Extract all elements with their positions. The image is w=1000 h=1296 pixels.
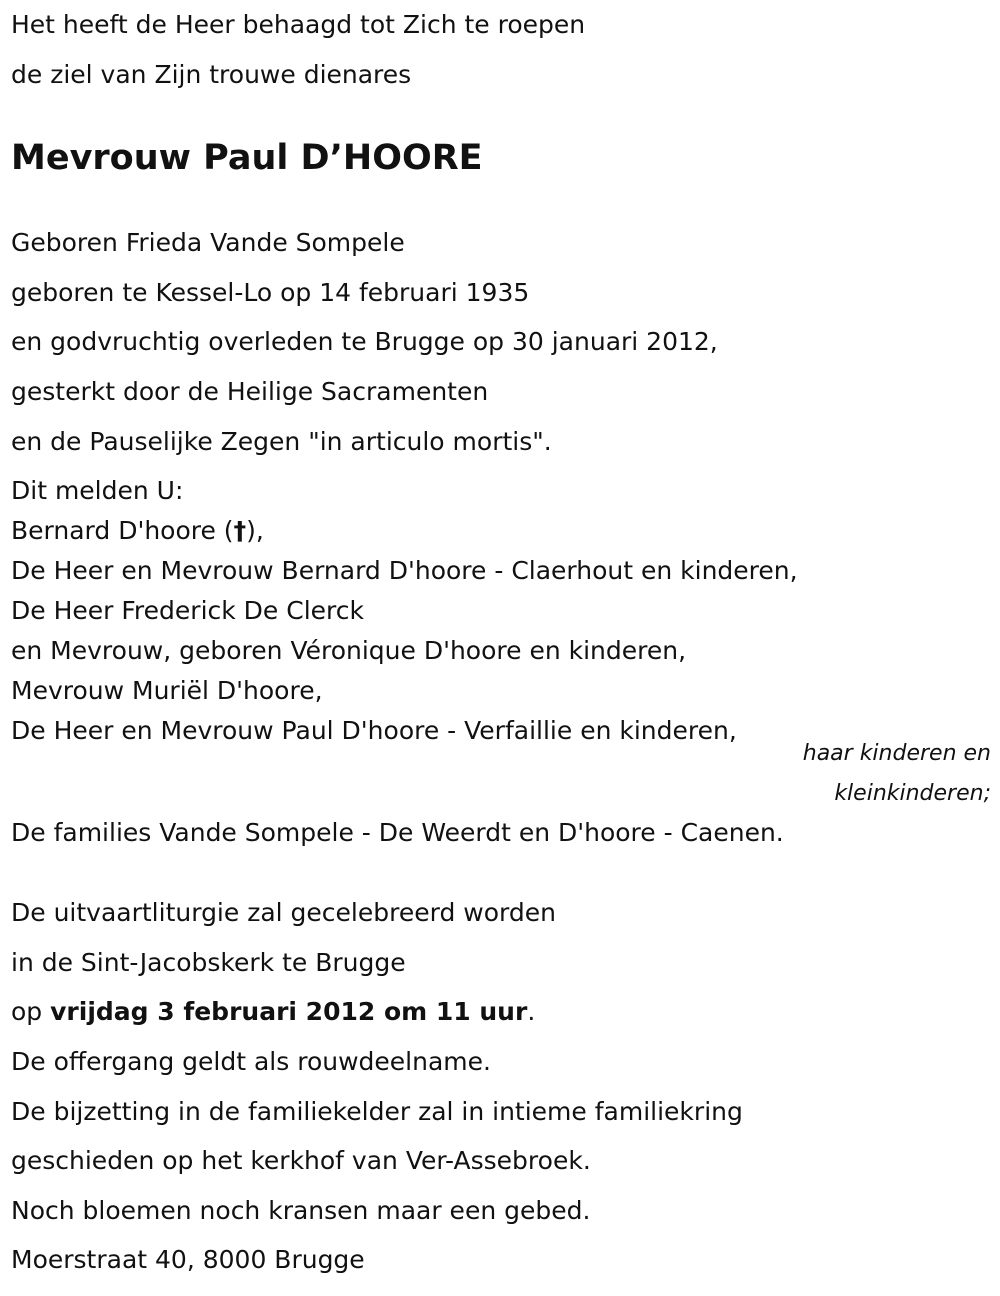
- funeral-line-2: in de Sint-Jacobskerk te Brugge: [11, 948, 406, 977]
- intro-line-2: de ziel van Zijn trouwe dienares: [11, 60, 412, 89]
- family-line-1: De Heer en Mevrouw Bernard D'hoore - Claerhout en kinderen,: [11, 556, 798, 585]
- funeral-after-1: De offergang geldt als rouwdeelname.: [11, 1047, 491, 1076]
- funeral-date-line: [11, 997, 535, 1027]
- cross-icon: †: [233, 516, 247, 545]
- deceased-name: Mevrouw Paul D’HOORE: [11, 138, 483, 178]
- address-line: Moerstraat 40, 8000 Brugge: [11, 1245, 365, 1274]
- side-note-line-2: kleinkinderen;: [834, 781, 991, 806]
- bio-line-birth-name: Geboren Frieda Vande Sompele: [11, 228, 405, 257]
- funeral-line-1: De uitvaartliturgie zal gecelebreerd worden: [11, 898, 556, 927]
- bio-line-blessing: en de Pauselijke Zegen "in articulo mortis".: [11, 427, 552, 456]
- funeral-after-3: geschieden op het kerkhof van Ver-Assebroek.: [11, 1146, 591, 1175]
- funeral-after-4: Noch bloemen noch kransen maar een gebed.: [11, 1196, 591, 1225]
- bernard-prefix: Bernard D'hoore (: [11, 516, 234, 545]
- funeral-after-2: De bijzetting in de familiekelder zal in intieme familiekring: [11, 1097, 743, 1126]
- announce-bernard: [11, 516, 264, 546]
- bio-line-sacraments: gesterkt door de Heilige Sacramenten: [11, 377, 489, 406]
- family-line-3: en Mevrouw, geboren Véronique D'hoore en kinderen,: [11, 636, 687, 665]
- families-line: De families Vande Sompele - De Weerdt en D'hoore - Caenen.: [11, 818, 784, 847]
- funeral-date: vrijdag 3 februari 2012 om 11 uur: [50, 997, 528, 1026]
- bernard-suffix: ),: [246, 516, 264, 545]
- bio-line-born: geboren te Kessel-Lo op 14 februari 1935: [11, 278, 530, 307]
- family-line-4: Mevrouw Muriël D'hoore,: [11, 676, 323, 705]
- bio-line-died: en godvruchtig overleden te Brugge op 30 januari 2012,: [11, 327, 718, 356]
- date-prefix: op: [11, 997, 51, 1026]
- announce-lead: Dit melden U:: [11, 476, 184, 505]
- date-suffix: .: [527, 997, 536, 1026]
- family-line-2: De Heer Frederick De Clerck: [11, 596, 364, 625]
- family-line-5: De Heer en Mevrouw Paul D'hoore - Verfaillie en kinderen,: [11, 716, 737, 745]
- intro-line-1: Het heeft de Heer behaagd tot Zich te roepen: [11, 10, 586, 39]
- side-note-line-1: haar kinderen en: [802, 741, 991, 766]
